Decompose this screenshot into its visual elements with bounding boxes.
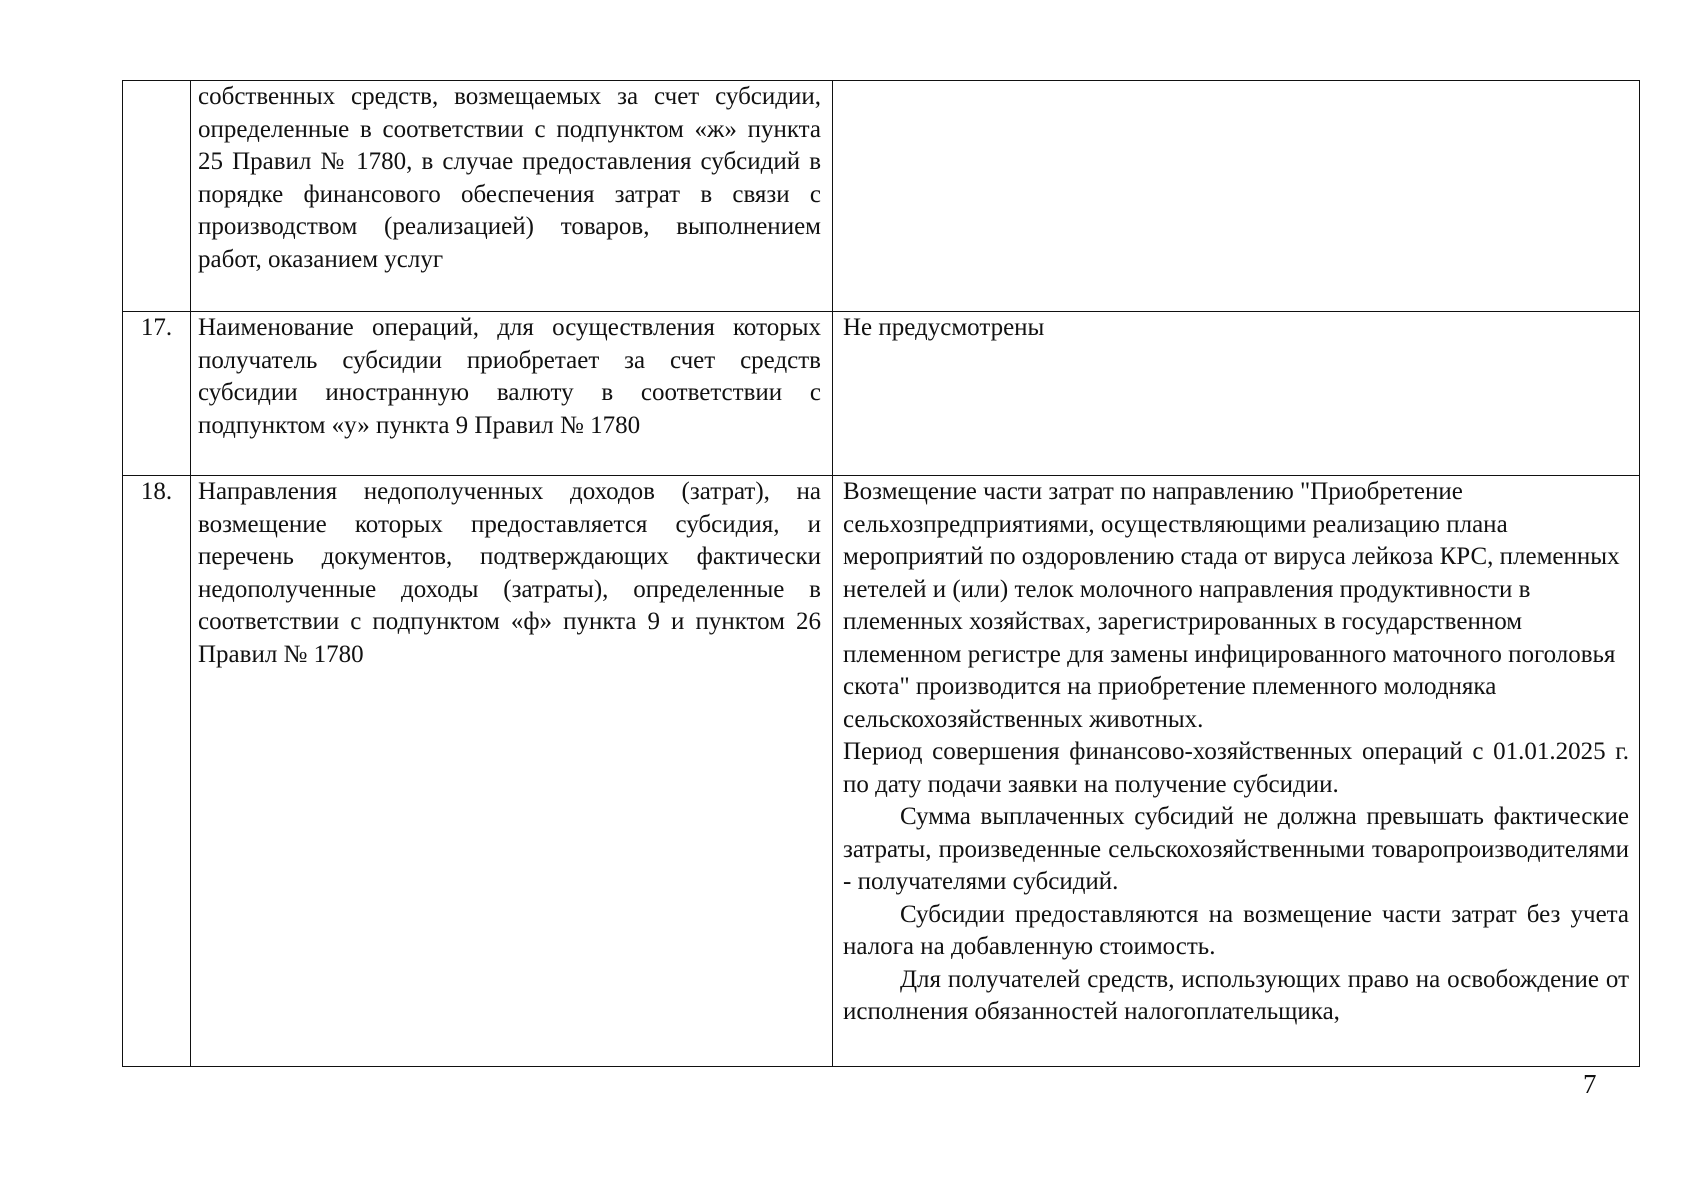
value-paragraph: Субсидии предоставляются на возмещение части затрат без учета налога на добавленную стоимость.	[843, 900, 1629, 960]
row-name: Наименование операций, для осуществления которых получатель субсидии приобретает за счет средств субсидии иностранную валюту в соответствии с подпунктом «у» пункта 9 Правил № 1780	[191, 312, 833, 476]
table-row	[123, 81, 1640, 312]
document-table	[122, 80, 1640, 1067]
row-name: собственных средств, возмещаемых за счет субсидии, определенные в соответствии с подпунктом «ж» пункта 25 Правил № 1780, в случае предоставления субсидий в порядке финансового обеспечения затрат в связи с производством (реализацией) товаров, выполнением работ, оказанием услуг	[191, 81, 833, 312]
page-number: 7	[1583, 1069, 1597, 1099]
value-paragraph: Возмещение части затрат по направлению "Приобретение сельхозпредприятиями, осуществляющими реализацию плана мероприятий по оздоровлению стада от вируса лейкоза КРС, племенных нетелей и (или) телок молочного направления продуктивности в племенных хозяйствах, зарегистрированных в государственном племенном регистре для замены инфицированного маточного поголовья скота" производится на приобретение племенного молодняка сельскохозяйственных животных.	[843, 478, 1620, 733]
value-paragraph: Для получателей средств, использующих право на освобождение от исполнения обязанностей налогоплательщика,	[843, 965, 1629, 1025]
row-value: Не предусмотрены	[833, 312, 1640, 476]
row-number: 18.	[123, 476, 191, 1067]
row-number	[123, 81, 191, 312]
value-paragraph: Период совершения финансово-хозяйственных операций с 01.01.2025 г. по дату подачи заявки на получение субсидии.	[843, 738, 1629, 798]
row-name: Направления недополученных доходов (затрат), на возмещение которых предоставляется субсидия, и перечень документов, подтверждающих фактически недополученные доходы (затраты), определенные в соответствии с подпунктом «ф» пункта 9 и пунктом 26 Правил № 1780	[191, 476, 833, 1067]
table-row	[123, 312, 1640, 476]
row-value	[833, 476, 1640, 1067]
value-paragraph: Сумма выплаченных субсидий не должна превышать фактические затраты, произведенные сельскохозяйственными товаропроизводителями - получателями субсидий.	[843, 803, 1629, 895]
row-number: 17.	[123, 312, 191, 476]
table-row	[123, 476, 1640, 1067]
row-value	[833, 81, 1640, 312]
